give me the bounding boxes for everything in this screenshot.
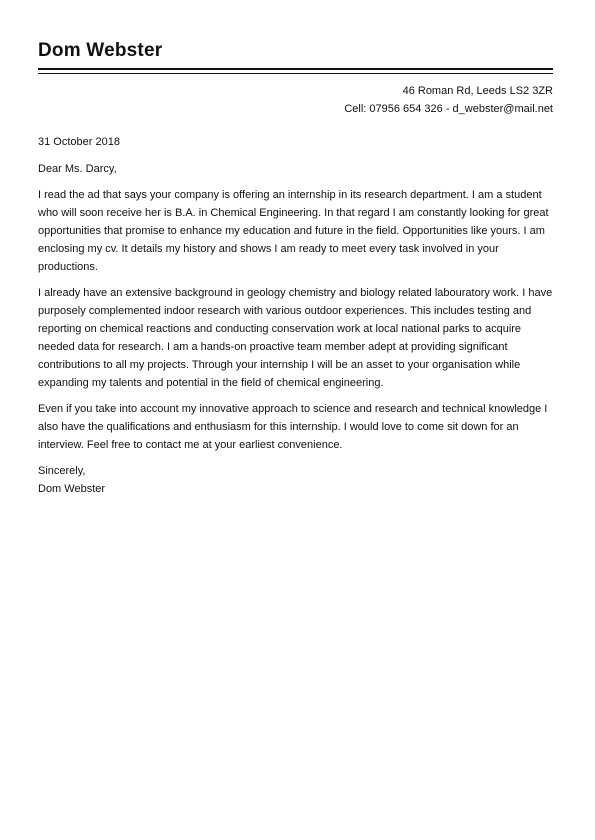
applicant-name: Dom Webster [38,40,163,61]
address-line: 46 Roman Rd, Leeds LS2 3ZR [402,85,553,97]
closing: Sincerely, [38,465,86,477]
header-rule-thin [38,73,553,74]
header-rule-thick [38,68,553,70]
paragraph-2: I already have an extensive background in geology chemistry and biology related labouratory work. I have purposely complemented indoor research with various outdoor experiences. This includes testing and reporting on chemical reactions and conducting conservation work at local national parks to acquire needed data for research. I am a hands-on proactive team member adept at providing significant contributions to all my projects. Through your internship I will be an asset to your organisation while expanding my talents and potential in the field of chemical engineering. [38,287,553,389]
signature-name: Dom Webster [38,483,106,495]
letter-body [38,133,558,498]
letter-date: 31 October 2018 [38,136,120,148]
salutation: Dear Ms. Darcy, [38,163,117,175]
paragraph-3: Even if you take into account my innovative approach to science and research and technical knowledge I also have the qualifications and enthusiasm for this internship. I would love to come sit down for an interview. Feel free to contact me at your earliest convenience. [38,403,548,451]
contact-line: Cell: 07956 654 326 - d_webster@mail.net [344,103,553,115]
contact-block [344,82,553,118]
paragraph-1: I read the ad that says your company is offering an internship in its research department. I am a student who will soon receive her is B.A. in Chemical Engineering. In that regard I am constantly looking for great opportunities that promise to enhance my education and future in the field. Opportunities like yours. I am enclosing my cv. It details my history and shows I am ready to meet every task involved in your productions. [38,189,549,273]
